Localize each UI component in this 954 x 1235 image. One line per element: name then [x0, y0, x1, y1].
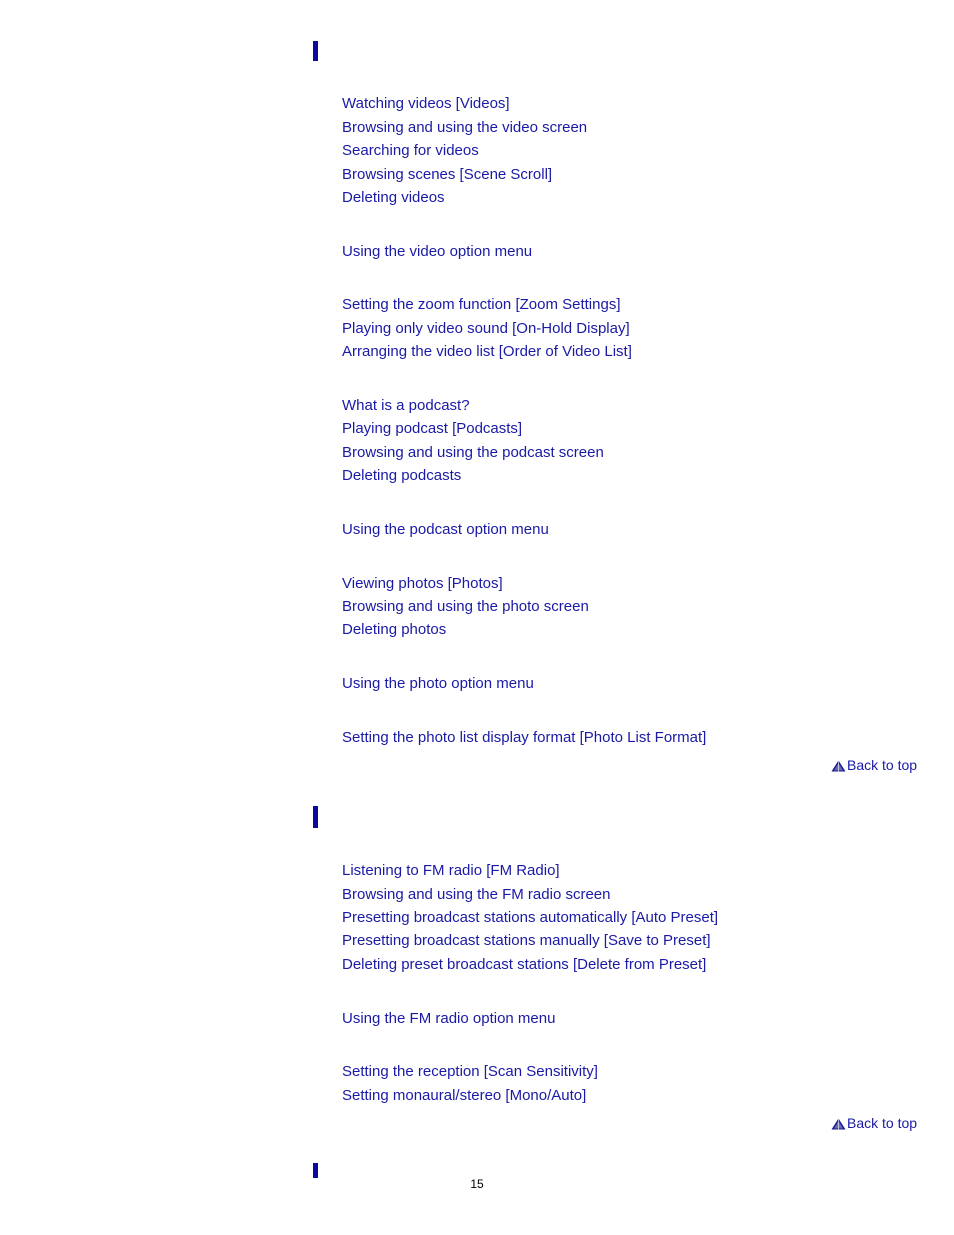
link-playing-podcast[interactable]: Playing podcast [Podcasts] [342, 420, 523, 437]
triangle-up-icon [831, 760, 846, 772]
link-zoom-settings[interactable]: Setting the zoom function [Zoom Settings] [342, 296, 621, 313]
link-podcast-option-menu[interactable]: Using the podcast option menu [342, 521, 549, 538]
link-photo-list-format[interactable]: Setting the photo list display format [Photo List Format] [342, 729, 707, 746]
link-browsing-photo-screen[interactable]: Browsing and using the photo screen [342, 598, 589, 615]
link-delete-from-preset[interactable]: Deleting preset broadcast stations [Delete from Preset] [342, 956, 707, 973]
back-to-top-label: Back to top [847, 757, 918, 773]
link-on-hold-display[interactable]: Playing only video sound [On-Hold Display] [342, 320, 630, 337]
back-to-top-label: Back to top [847, 1115, 918, 1131]
link-deleting-podcasts[interactable]: Deleting podcasts [342, 467, 462, 484]
link-order-of-video-list[interactable]: Arranging the video list [Order of Video List] [342, 343, 632, 360]
link-searching-videos[interactable]: Searching for videos [342, 142, 479, 159]
link-scan-sensitivity[interactable]: Setting the reception [Scan Sensitivity] [342, 1063, 598, 1080]
section-marker [313, 1163, 318, 1178]
link-browsing-podcast-screen[interactable]: Browsing and using the podcast screen [342, 444, 604, 461]
link-viewing-photos[interactable]: Viewing photos [Photos] [342, 575, 503, 592]
link-deleting-photos[interactable]: Deleting photos [342, 621, 447, 638]
triangle-up-icon [831, 1118, 846, 1130]
link-mono-auto[interactable]: Setting monaural/stereo [Mono/Auto] [342, 1087, 587, 1104]
link-browsing-video-screen[interactable]: Browsing and using the video screen [342, 119, 588, 136]
link-browsing-scenes[interactable]: Browsing scenes [Scene Scroll] [342, 166, 553, 183]
link-listening-fm-radio[interactable]: Listening to FM radio [FM Radio] [342, 862, 560, 879]
link-save-to-preset[interactable]: Presetting broadcast stations manually [Save to Preset] [342, 932, 711, 949]
link-video-option-menu[interactable]: Using the video option menu [342, 243, 533, 260]
link-what-is-podcast[interactable]: What is a podcast? [342, 397, 470, 414]
link-auto-preset[interactable]: Presetting broadcast stations automatically [Auto Preset] [342, 909, 719, 926]
link-fm-option-menu[interactable]: Using the FM radio option menu [342, 1010, 556, 1027]
link-photo-option-menu[interactable]: Using the photo option menu [342, 675, 534, 692]
page-number: 15 [470, 1177, 484, 1191]
link-browsing-fm-screen[interactable]: Browsing and using the FM radio screen [342, 886, 611, 903]
link-deleting-videos[interactable]: Deleting videos [342, 189, 445, 206]
section-marker [313, 806, 318, 828]
section-marker [313, 41, 318, 61]
link-watching-videos[interactable]: Watching videos [Videos] [342, 95, 510, 112]
back-to-top-link[interactable] [831, 1115, 917, 1132]
back-to-top-link[interactable] [831, 757, 917, 774]
